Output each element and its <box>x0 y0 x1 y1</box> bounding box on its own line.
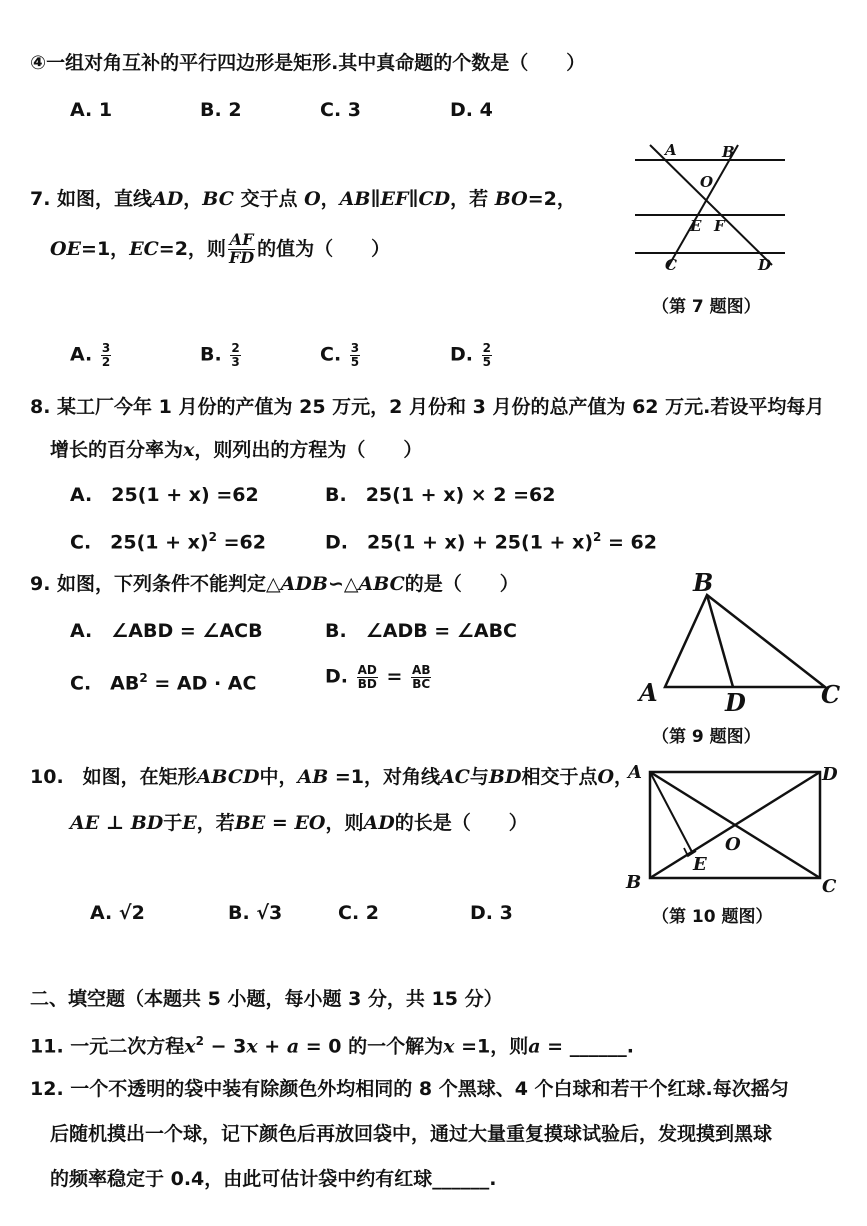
q8-option-b: B. 25(1 + x) × 2 =62 <box>325 484 556 506</box>
triangle-abc <box>665 595 825 687</box>
q9-caption: （第 9 题图） <box>652 727 761 747</box>
label-b: B <box>722 143 735 161</box>
q7-caption: （第 7 题图） <box>652 297 761 317</box>
q12-line-1: 12. 一个不透明的袋中装有除颜色外均相同的 8 个黑球、4 个白球和若干个红球.每次摇匀 <box>30 1078 789 1100</box>
q12-line-2: 后随机摸出一个球，记下颜色后再放回袋中，通过大量重复摸球试验后，发现摸到黑球 <box>50 1123 773 1145</box>
label-a: A <box>639 678 658 707</box>
label-a: A <box>628 762 642 783</box>
label-o: O <box>700 173 714 191</box>
q6-option-d: D. 4 <box>450 99 493 121</box>
q7-option-c: C. $\frac{3}{5}$ <box>320 341 360 369</box>
q9-line-1: 9. 如图，下列条件不能判定△ADB∽△ABC的是（ ） <box>30 573 519 595</box>
q8-option-d: D. $25(1 + x) + 25(1 + x)^2 = 62$ <box>325 530 657 554</box>
q8-line-1: 8. 某工厂今年 1 月份的产值为 25 万元，2 月份和 3 月份的总产值为 62 万元.若设平均每月 <box>30 396 825 418</box>
q10-option-c: C. 2 <box>338 902 379 924</box>
q8-option-c: C. $25(1 + x)^2 =62$ <box>70 530 266 554</box>
label-o: O <box>725 834 741 855</box>
label-e: E <box>690 217 702 235</box>
q7-option-b: B. $\frac{2}{3}$ <box>200 341 240 369</box>
line-ad <box>650 145 772 265</box>
q10-caption: （第 10 题图） <box>652 907 773 927</box>
q10-option-d: D. 3 <box>470 902 513 924</box>
q12-line-3: 的频率稳定于 0.4，由此可估计袋中约有红球______. <box>50 1168 497 1190</box>
q10-option-a: A. √2 <box>90 902 145 924</box>
label-b: B <box>626 872 642 893</box>
label-c: C <box>821 680 841 709</box>
q9-option-c: C. $AB^2$ = AD · AC <box>70 671 257 695</box>
q6-option-c: C. 3 <box>320 99 361 121</box>
q7-line-1: 7. 如图，直线AD，BC 交于点 O，AB∥EF∥CD，若 BO=2， <box>30 188 576 210</box>
label-b: B <box>693 568 714 597</box>
q7-option-d: D. $\frac{2}{5}$ <box>450 341 491 369</box>
q10-line-2: AE ⊥ BD于E，若BE = EO，则AD的长是（ ） <box>70 812 528 834</box>
q9-figure <box>635 565 845 715</box>
label-a: A <box>665 141 677 159</box>
q11-line: 11. 一元二次方程$x^2 - 3x + a = 0$ 的一个解为x =1，则a = ______. <box>30 1034 634 1058</box>
label-e: E <box>693 854 707 875</box>
q10-option-b: B. √3 <box>228 902 283 924</box>
label-d: D <box>725 688 746 715</box>
q6-statement-4: ④一组对角互补的平行四边形是矩形.其中真命题的个数是（ ） <box>30 52 586 74</box>
q9-option-a: A. ∠ABD = ∠ACB <box>70 620 263 642</box>
q8-option-a: A. 25(1 + x) =62 <box>70 484 259 506</box>
q6-option-a: A. 1 <box>70 99 113 121</box>
q9-option-b: B. ∠ADB = ∠ABC <box>325 620 518 642</box>
q7-line-2: OE=1，EC=2，则 $\frac{AF}{FD}$ 的值为（ ） <box>50 230 391 267</box>
label-c: C <box>822 876 837 895</box>
q10-line-1: 10. 如图，在矩形ABCD中，AB =1，对角线AC与BD相交于点O， <box>30 766 634 788</box>
q10-figure <box>620 760 845 895</box>
q8-line-2: 增长的百分率为x，则列出的方程为（ ） <box>50 439 423 461</box>
label-f: F <box>714 217 725 235</box>
q6-option-b: B. 2 <box>200 99 242 121</box>
q9-option-d: D. $\frac{AD}{BD}$ = $\frac{AB}{BC}$ <box>325 663 431 691</box>
q7-figure <box>630 135 800 280</box>
q7-fraction: $\frac{AF}{FD}$ <box>228 230 255 267</box>
label-c: C <box>665 256 677 274</box>
segment-bd <box>707 595 733 687</box>
line-bc <box>668 145 738 267</box>
q7-option-a: A. $\frac{3}{2}$ <box>70 341 111 369</box>
label-d: D <box>758 256 772 274</box>
section-2-title: 二、填空题（本题共 5 小题，每小题 3 分，共 15 分） <box>30 988 503 1010</box>
label-d: D <box>822 764 838 785</box>
